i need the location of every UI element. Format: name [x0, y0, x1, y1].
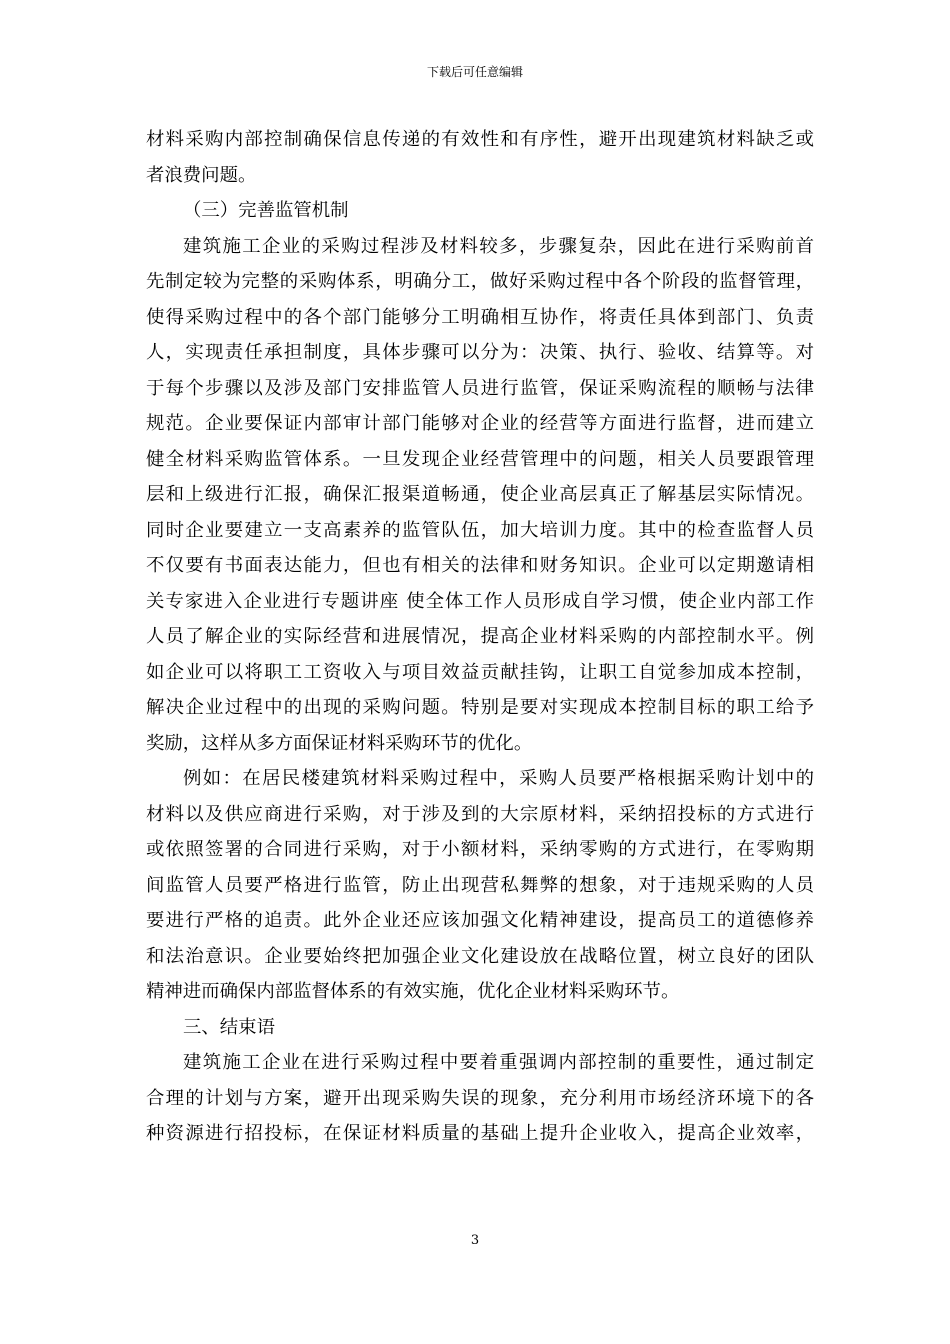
- text-line: 种资源进行招投标，在保证材料质量的基础上提升企业收入，提高企业效率，: [146, 1123, 814, 1144]
- text-line: 建筑施工企业的采购过程涉及材料较多，步骤复杂，因此在进行采购前首: [183, 235, 814, 257]
- text-line: 健全材料采购监管体系。一旦发现企业经营管理中的问题，相关人员要跟管理: [146, 448, 814, 470]
- text-line: 同时企业要建立一支高素养的监管队伍，加大培训力度。其中的检查监督人员: [146, 519, 814, 541]
- text-line: 材料采购内部控制确保信息传递的有效性和有序性，避开出现建筑材料缺乏或: [146, 129, 814, 150]
- text-line: 材料以及供应商进行采购，对于涉及到的大宗原材料，采纳招投标的方式进行: [146, 803, 814, 825]
- text-line: 如企业可以将职工工资收入与项目效益贡献挂钩，让职工自觉参加成本控制，: [146, 661, 814, 683]
- text-line: 层和上级进行汇报，确保汇报渠道畅通，使企业高层真正了解基层实际情况。: [146, 484, 814, 505]
- body-text: [146, 122, 814, 1152]
- text-line: 关专家进入企业进行专题讲座 使全体工作人员形成自学习惯，使企业内部工作: [146, 590, 814, 612]
- text-line: 人，实现责任承担制度，具体步骤可以分为：决策、执行、验收、结算等。对: [146, 342, 814, 363]
- text-line: 解决企业过程中的出现的采购问题。特别是要对实现成本控制目标的职工给予: [146, 697, 814, 718]
- text-line: 或依照签署的合同进行采购，对于小额材料，采纳零购的方式进行，在零购期: [146, 839, 814, 860]
- section-heading: （三）完善监管机制: [183, 200, 349, 221]
- page-header: 下载后可任意编辑: [426, 65, 523, 79]
- text-line: 规范。企业要保证内部审计部门能够对企业的经营等方面进行监督，进而建立: [146, 413, 814, 434]
- text-line: 例如：在居民楼建筑材料采购过程中，采购人员要严格根据采购计划中的: [183, 768, 814, 789]
- text-line: 建筑施工企业在进行采购过程中要着重强调内部控制的重要性，通过制定: [183, 1052, 814, 1073]
- text-line: 精神进而确保内部监督体系的有效实施，优化企业材料采购环节。: [146, 981, 680, 1002]
- text-line: 间监管人员要严格进行监管，防止出现营私舞弊的想象，对于违规采购的人员: [146, 874, 814, 896]
- text-line: 先制定较为完整的采购体系，明确分工，做好采购过程中各个阶段的监督管理，: [146, 271, 814, 292]
- text-line: 和法治意识。企业要始终把加强企业文化建设放在战略位置，树立良好的团队: [146, 945, 814, 967]
- section-heading: 三、结束语: [183, 1016, 275, 1038]
- text-line: 合理的计划与方案，避开出现采购失误的现象，充分利用市场经济环境下的各: [146, 1087, 814, 1109]
- text-line: 奖励，这样从多方面保证材料采购环节的优化。: [146, 732, 533, 754]
- text-line: 不仅要有书面表达能力，但也有相关的法律和财务知识。企业可以定期邀请相: [146, 555, 814, 576]
- text-line: 者浪费问题。: [146, 164, 257, 186]
- text-line: 人员了解企业的实际经营和进展情况，提高企业材料采购的内部控制水平。例: [146, 626, 814, 647]
- text-line: 使得采购过程中的各个部门能够分工明确相互协作，将责任具体到部门、负责: [146, 306, 814, 328]
- text-line: 要进行严格的追责。此外企业还应该加强文化精神建设，提高员工的道德修养: [146, 910, 814, 931]
- text-line: 于每个步骤以及涉及部门安排监管人员进行监管，保证采购流程的顺畅与法律: [146, 377, 814, 399]
- page-number: 3: [470, 1233, 480, 1248]
